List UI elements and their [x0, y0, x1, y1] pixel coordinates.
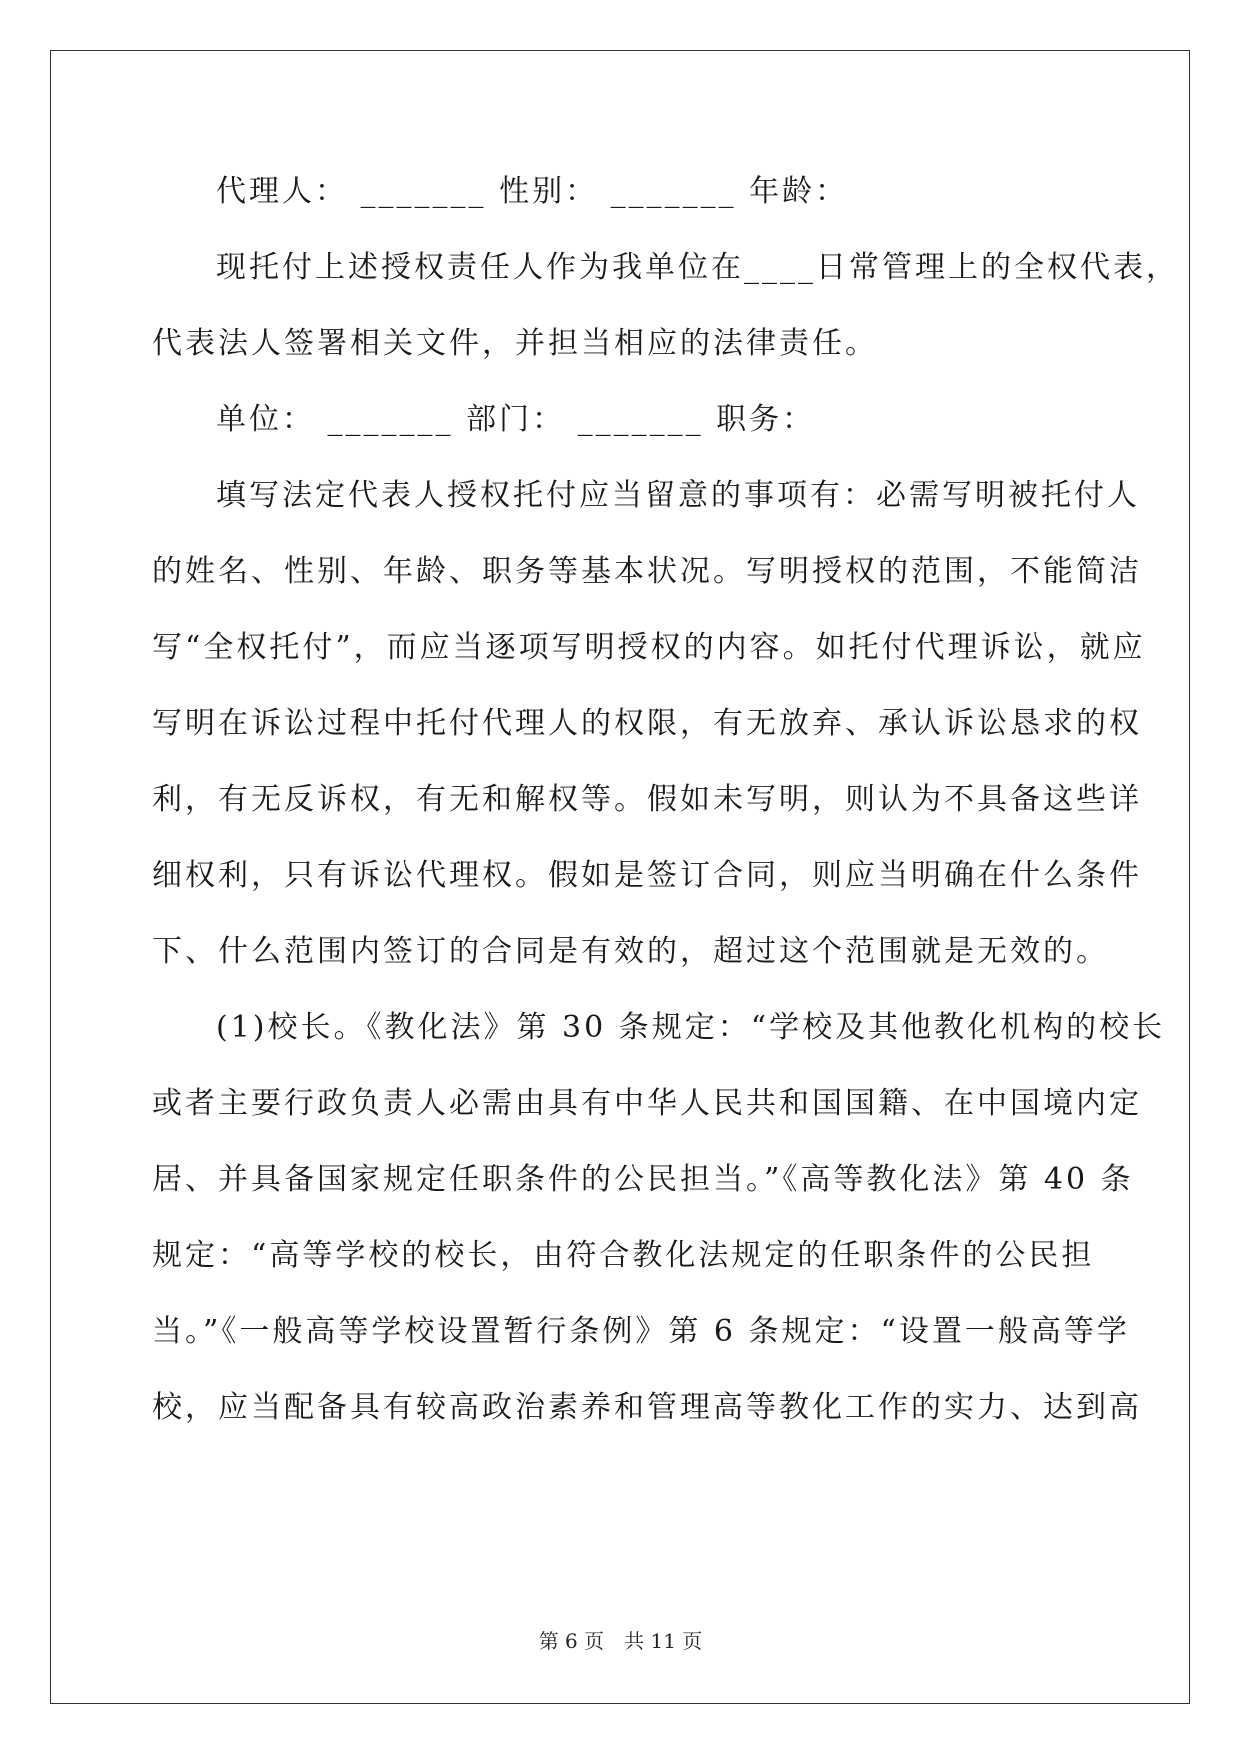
- text-line: 居、并具备国家规定任职条件的公民担当。”《高等教化法》第 40 条: [152, 1162, 1134, 1197]
- text-line: 填写法定代表人授权托付应当留意的事项有：必需写明被托付人: [216, 478, 1140, 513]
- text-line: 规定：“高等学校的校长，由符合教化法规定的任职条件的公民担: [152, 1238, 1095, 1273]
- text-line: 校，应当配备具有较高政治素养和管理高等教化工作的实力、达到高: [152, 1390, 1142, 1425]
- text-line: 细权利，只有诉讼代理权。假如是签订合同，则应当明确在什么条件: [152, 858, 1142, 893]
- page-footer: [0, 1629, 1241, 1653]
- text-line: 或者主要行政负责人必需由具有中华人民共和国国籍、在中国境内定: [152, 1086, 1142, 1121]
- text-line: 代理人： _______ 性别： _______ 年龄：: [216, 174, 849, 209]
- page-total: 共 11 页: [624, 1629, 703, 1653]
- text-line: 代表法人签署相关文件，并担当相应的法律责任。: [152, 326, 878, 361]
- text-line: 当。”《一般高等学校设置暂行条例》第 6 条规定：“设置一般高等学: [152, 1314, 1130, 1349]
- text-line: 利，有无反诉权，有无和解权等。假如未写明，则认为不具备这些详: [152, 782, 1142, 817]
- text-line: 写“全权托付”，而应当逐项写明授权的内容。如托付代理诉讼，就应: [152, 630, 1146, 665]
- text-line: (1)校长。《教化法》第 30 条规定：“学校及其他教化机构的校长: [216, 1010, 1166, 1045]
- text-line: 单位： _______ 部门： _______ 职务：: [216, 402, 816, 437]
- text-line: 下、什么范围内签订的合同是有效的，超过这个范围就是无效的。: [152, 934, 1109, 969]
- page-number: 第 6 页: [538, 1629, 605, 1653]
- document-body: [152, 162, 1179, 1454]
- text-line: 现托付上述授权责任人作为我单位在____日常管理上的全权代表，: [216, 250, 1179, 285]
- text-line: 的姓名、性别、年龄、职务等基本状况。写明授权的范围，不能简洁: [152, 554, 1142, 589]
- text-line: 写明在诉讼过程中托付代理人的权限，有无放弃、承认诉讼恳求的权: [152, 706, 1142, 741]
